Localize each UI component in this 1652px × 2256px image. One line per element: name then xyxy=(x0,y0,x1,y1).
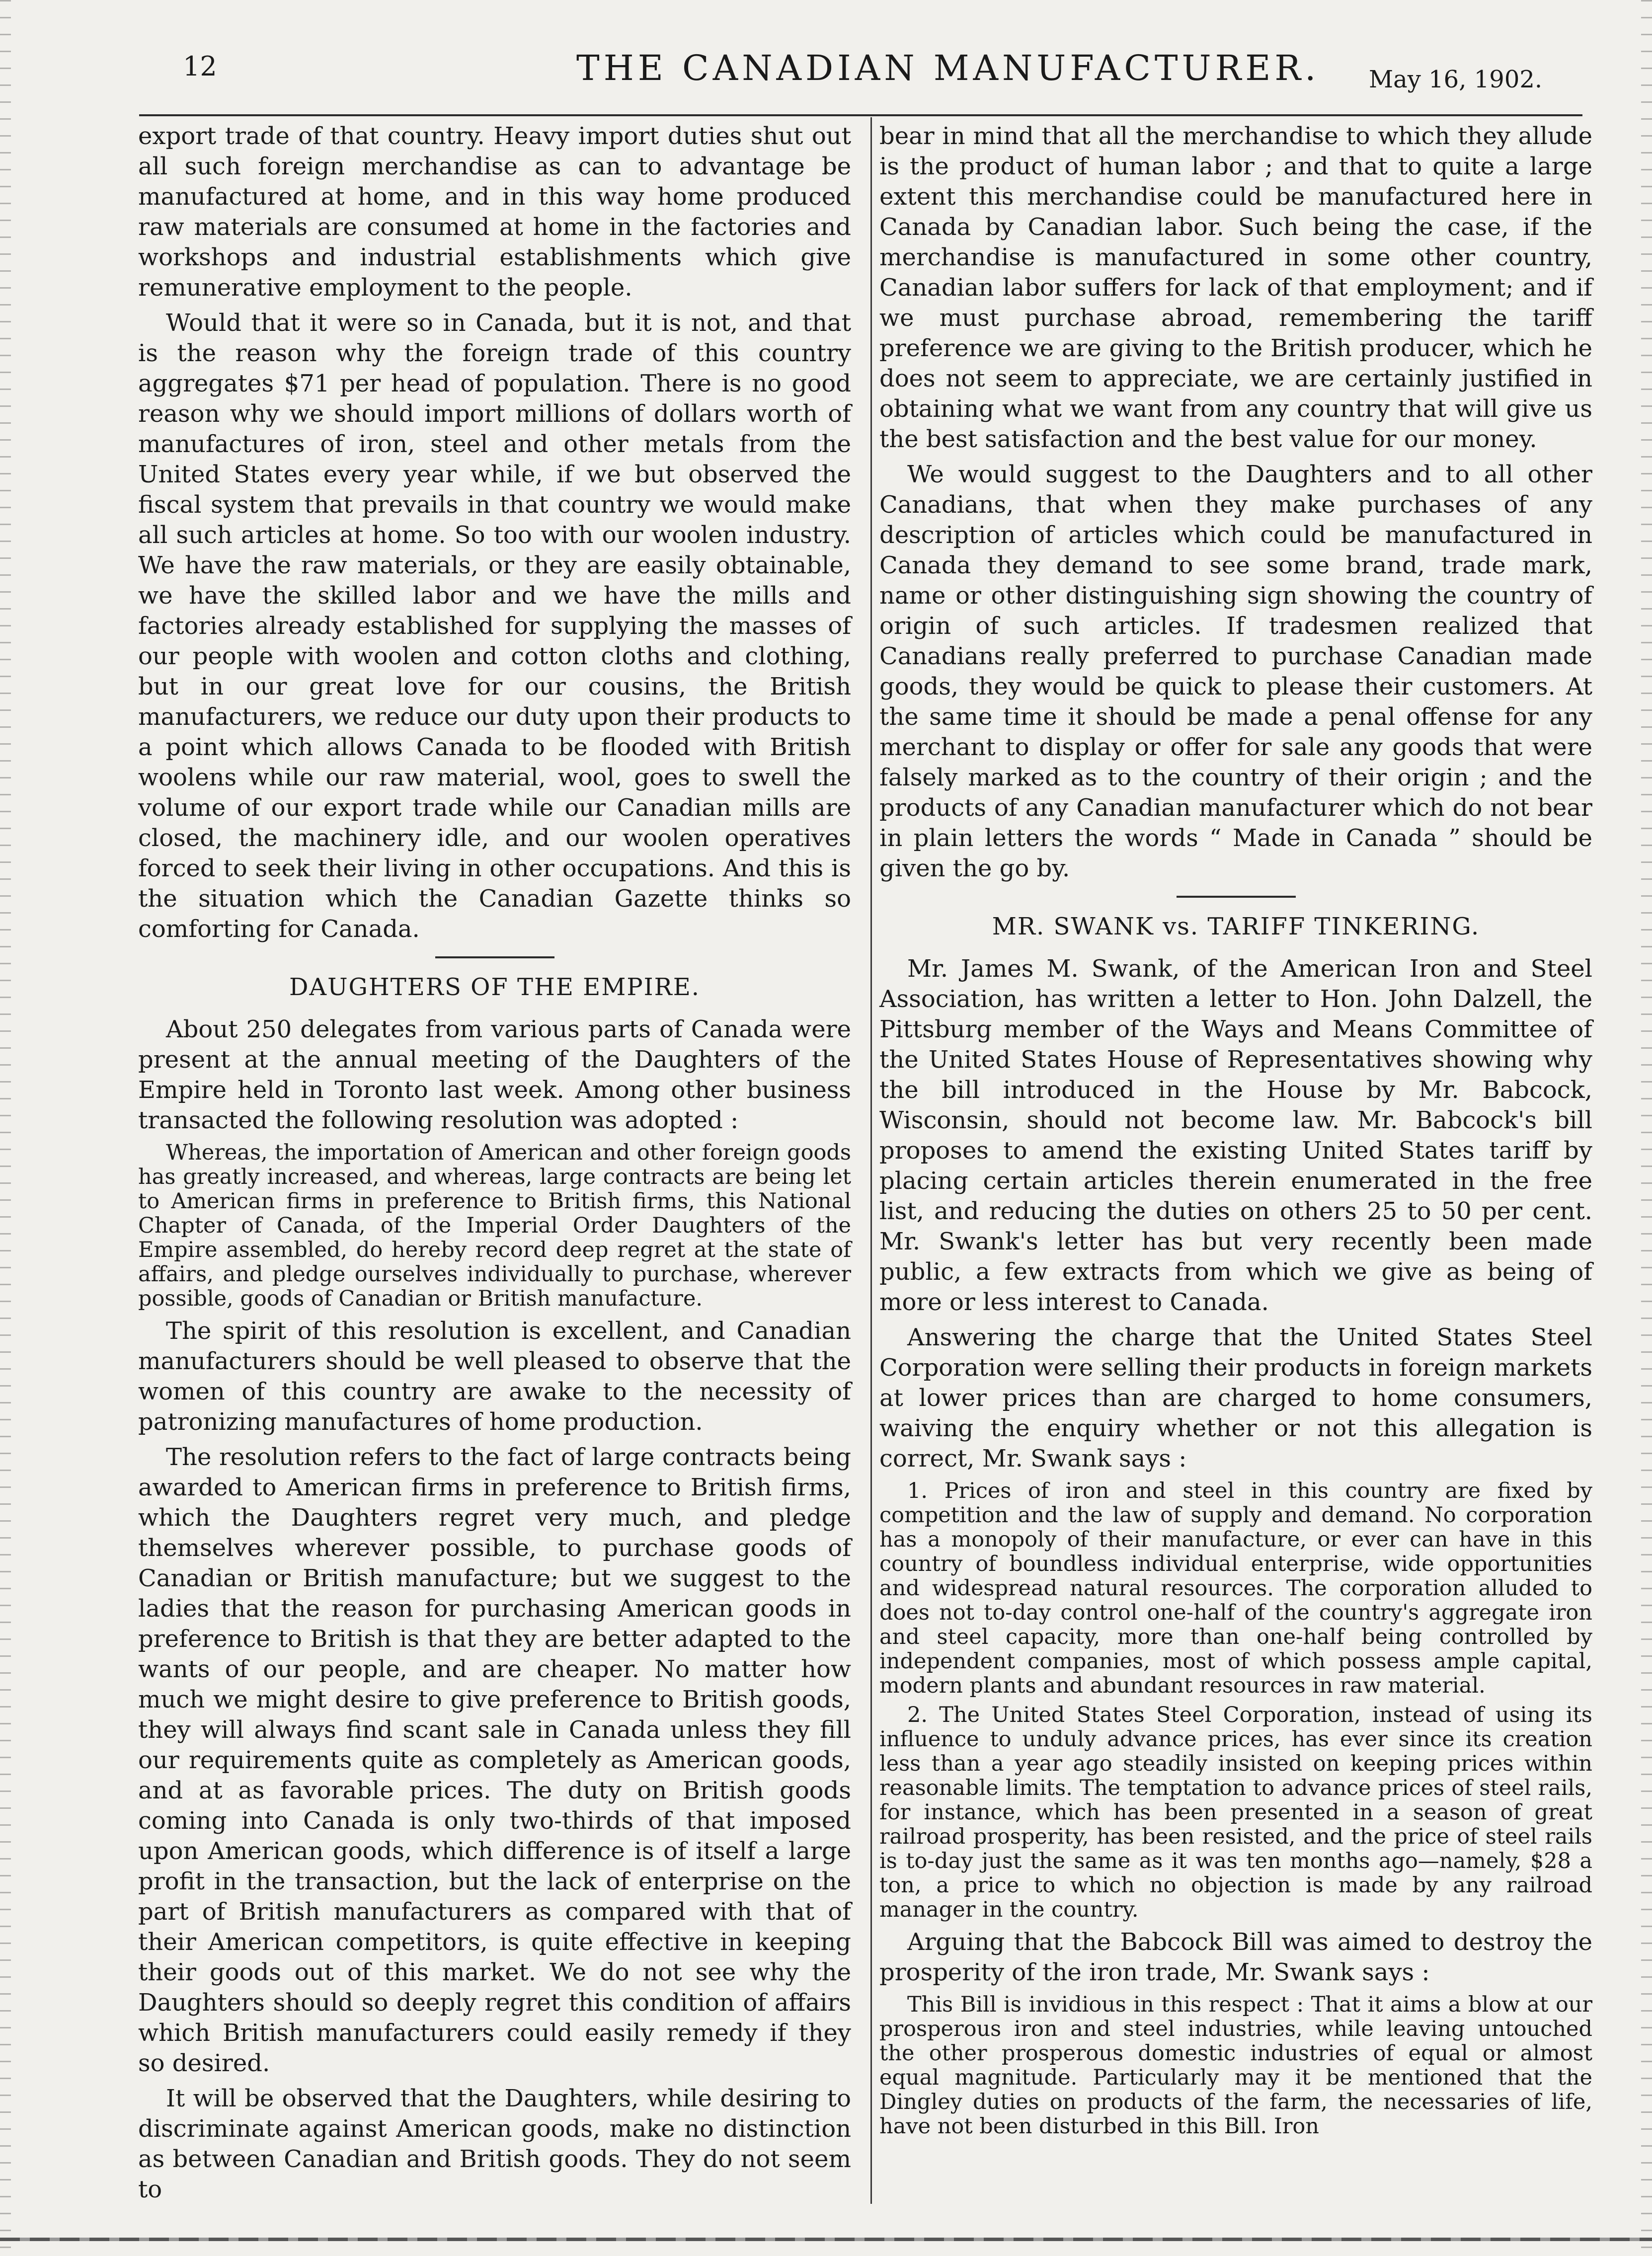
section-heading: DAUGHTERS OF THE EMPIRE. xyxy=(289,973,701,1001)
section-rule xyxy=(1177,896,1296,898)
paragraph: We would suggest to the Daughters and to all other Canadians, that when they make purchases of any description of articles which could be manufactured in Canada they demand to see some brand, trade mark, name or other distinguishing sign showing the country of origin of such articles. If tradesmen realized that Canadians really preferred to purchase Canadian made goods, they would be quick to please their customers. At the same time it should be made a penal offense for any merchant to display or offer for sale any goods that were falsely marked as to the country of their origin ; and the products of any Canadian manufacturer which do not bear in plain letters the words “ Made in Canada ” should be given the go by. xyxy=(879,461,1592,882)
paragraph: Mr. James M. Swank, of the American Iron and Steel Association, has written a letter to Hon. John Dalzell, the Pittsburg member of the Ways and Means Committee of the United States House of Representatives showing why the bill introduced in the House by Mr. Babcock, Wisconsin, should not become law. Mr. Babcock's bill proposes to amend the existing United States tariff by placing certain articles therein enumerated in the free list, and reducing the duties on others 25 to 50 per cent. Mr. Swank's letter has but very recently been made public, a few extracts from which we give as being of more or less interest to Canada. xyxy=(879,955,1592,1316)
page-number: 12 xyxy=(183,51,217,82)
header-rule xyxy=(139,114,1582,116)
quoted-point: 1. Prices of iron and steel in this country are fixed by competition and the law of supply and demand. No corporation has a monopoly of their manufacture, or ever can have in this country of boundless individual enterprise, wide opportunities and widespread natural resources. The corporation alluded to does not to-day control one-half of the country's aggregate iron and steel capacity, more than one-half being controlled by independent companies, most of which possess ample capital, modern plants and abundant resources in raw material. xyxy=(879,1478,1592,1698)
scan-bottom-edge xyxy=(0,2238,1652,2241)
paragraph: bear in mind that all the merchandise to which they allude is the product of human labor ; and that to quite a large extent this merchandise could be manufactured here in Canada by Canadian labor. Such being the case, if the merchandise is manufactured in some other country, Canadian labor suffers for lack of that employment; and if we must purchase abroad, remembering the tariff preference we are giving to the British producer, which he does not seem to appreciate, we are certainly justified in obtaining what we want from any country that will give us the best satisfaction and the best value for our money. xyxy=(879,122,1592,453)
section-heading: MR. SWANK vs. TARIFF TINKERING. xyxy=(992,913,1480,940)
page-header xyxy=(0,0,1652,114)
right-edge-marks xyxy=(1641,0,1652,2256)
paragraph: Arguing that the Babcock Bill was aimed to destroy the prosperity of the iron trade, Mr. Swank says : xyxy=(879,1928,1592,1986)
paragraph: Would that it were so in Canada, but it is not, and that is the reason why the foreign trade of this country aggregates $71 per head of population. There is no good reason why we should import millions of dollars worth of manufactures of iron, steel and other metals from the United States every year while, if we but observed the fiscal system that prevails in that country we would make all such articles at home. So too with our woolen industry. We have the raw materials, or they are easily obtainable, we have the skilled labor and we have the mills and factories already established for supplying the masses of our people with woolen and cotton cloths and clothing, but in our great love for our cousins, the British manufacturers, we reduce our duty upon their products to a point which allows Canada to be flooded with British woolens while our raw material, wool, goes to swell the volume of our export trade while our Canadian mills are closed, the machinery idle, and our woolen operatives forced to seek their living in other occupations. And this is the situation which the Canadian Gazette thinks so comforting for Canada. xyxy=(138,309,851,943)
quoted-point: 2. The United States Steel Corporation, instead of using its influence to unduly advance prices, has ever since its creation less than a year ago steadily insisted on keeping prices within reasonable limits. The temptation to advance prices of steel rails, for instance, which has been presented in a season of great railroad prosperity, has been resisted, and the price of steel rails is to-day just the same as it was ten months ago—namely, $28 a ton, a price to which no objection is made by any railroad manager in the country. xyxy=(879,1703,1592,1922)
paragraph: It will be observed that the Daughters, while desiring to discriminate against American goods, make no distinction as between Canadian and British goods. They do not seem to xyxy=(138,2085,851,2203)
right-column xyxy=(879,121,1592,2144)
column-divider xyxy=(870,117,872,2204)
paragraph: Answering the charge that the United States Steel Corporation were selling their products in foreign markets at lower prices than are charged to home consumers, waiving the enquiry whether or not this allegation is correct, Mr. Swank says : xyxy=(879,1323,1592,1473)
masthead: THE CANADIAN MANUFACTURER. xyxy=(576,48,1320,88)
paragraph: The spirit of this resolution is excellent, and Canadian manufacturers should be well pleased to observe that the women of this country are awake to the necessity of patronizing manufactures of home production. xyxy=(138,1317,851,1436)
section-rule xyxy=(435,956,554,958)
paragraph: About 250 delegates from various parts of Canada were present at the annual meeting of the Daughters of the Empire held in Toronto last week. Among other business transacted the following resolution was adopted : xyxy=(138,1015,851,1134)
quoted-point: This Bill is invidious in this respect : That it aims a blow at our prosperous iron and steel industries, while leaving untouched the other prosperous domestic industries of equal or almost equal magnitude. Particularly may it be mentioned that the Dingley duties on products of the farm, the necessaries of life, have not been disturbed in this Bill. Iron xyxy=(879,1992,1592,2139)
quoted-resolution: Whereas, the importation of American and other foreign goods has greatly increased, and whereas, large contracts are being let to American firms in preference to British firms, this National Chapter of Canada, of the Imperial Order Daughters of the Empire assembled, do hereby record deep regret at the state of affairs, and pledge ourselves individually to purchase, wherever possible, goods of Canadian or British manufacture. xyxy=(138,1140,851,1311)
issue-date: May 16, 1902. xyxy=(1369,66,1543,93)
paragraph: The resolution refers to the fact of large contracts being awarded to American firms in preference to British firms, which the Daughters regret very much, and pledge themselves wherever possible, to purchase goods of Canadian or British manufacture; but we suggest to the ladies that the reason for purchasing American goods in preference to British is that they are better adapted to the wants of our people, and are cheaper. No matter how much we might desire to give preference to British goods, they will always find scant sale in Canada unless they fill our requirements quite as completely as American goods, and at as favorable prices. The duty on British goods coming into Canada is only two-thirds of that imposed upon American goods, which difference is of itself a large profit in the transaction, but the lack of enterprise on the part of British manufacturers as compared with that of their American competitors, is quite effective in keeping their goods out of this market. We do not see why the Daughters should so deeply regret this condition of affairs which British manufacturers could easily remedy if they so desired. xyxy=(138,1443,851,2077)
left-column xyxy=(138,121,851,2210)
paragraph: export trade of that country. Heavy import duties shut out all such foreign merchandise as can to advantage be manufactured at home, and in this way home produced raw materials are consumed at home in the factories and workshops and industrial establishments which give remunerative employment to the people. xyxy=(138,122,851,302)
left-edge-marks xyxy=(0,0,11,2256)
